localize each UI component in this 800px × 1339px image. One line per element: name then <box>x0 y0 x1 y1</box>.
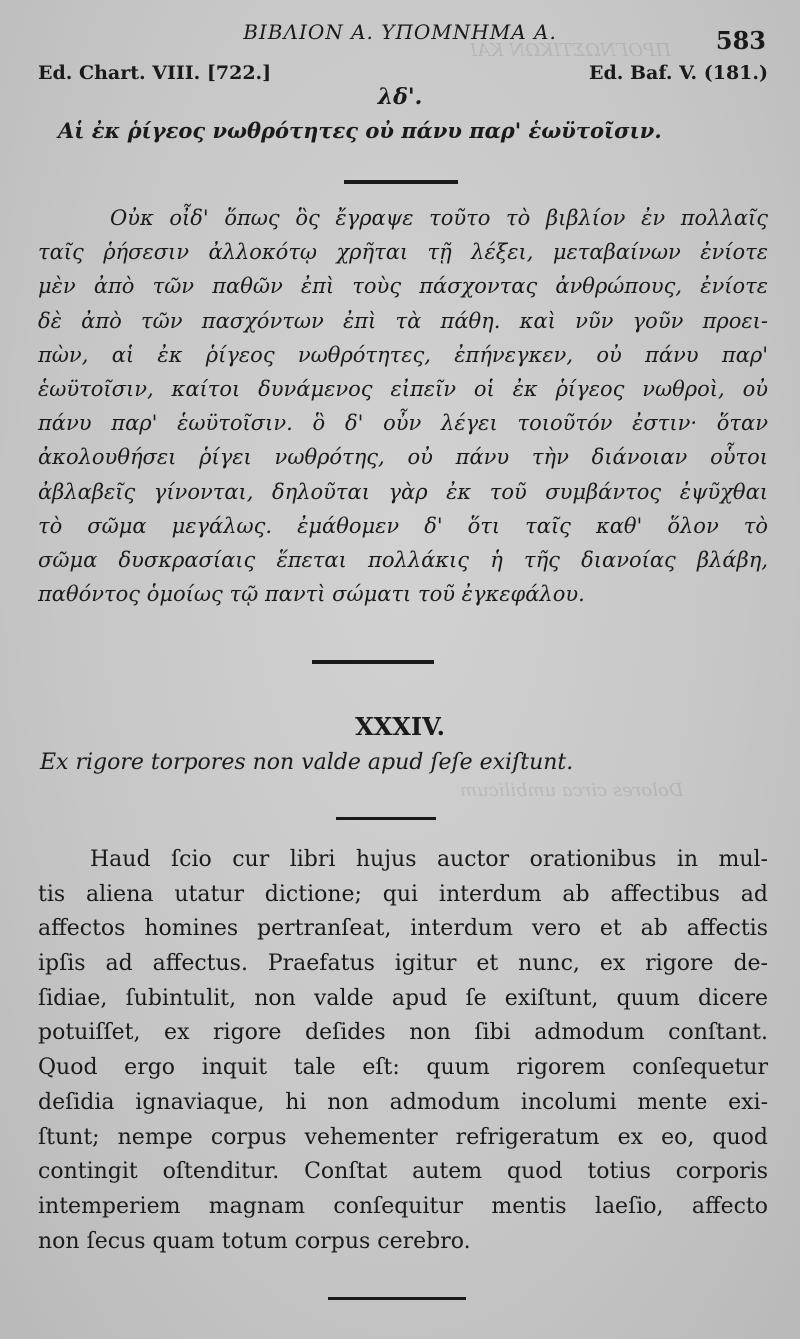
divider-rule <box>336 817 436 820</box>
greek-commentary <box>38 206 768 616</box>
edition-reference-left: Ed. Chart. VIII. [722.] <box>38 62 272 84</box>
text-line: πάνυ παρ' ἑωϋτοῖσιν. ὃ δ' οὖν λέγει τοιοῦτόν ἐστιν· ὅταν <box>38 411 768 436</box>
text-line: πὼν, αἱ ἐκ ῥίγεος νωθρότητες, ἐπήνεγκεν, οὐ πάνυ παρ' <box>38 342 768 367</box>
text-line: tis aliena utatur dictione; qui interdum ab affectibus ad <box>38 881 768 907</box>
edition-reference-right: Ed. Baf. V. (181.) <box>589 62 768 84</box>
latin-commentary <box>38 847 768 1263</box>
latin-section-number: XXXIV. <box>355 712 445 741</box>
text-line: deſidia ignaviaque, hi non admodum incolumi mente exi- <box>38 1089 768 1115</box>
text-line: contingit oſtenditur. Conſtat autem quod totius corporis <box>38 1159 768 1185</box>
bleed-through-text: ΠΡΟΓΝΩΣΤΙΚΩΝ ΚΑΙ <box>470 40 671 61</box>
text-line: Οὐκ οἶδ' ὅπως ὃς ἔγραψε τοῦτο τὸ βιβλίον ἐν πολλαῖς <box>110 206 768 230</box>
text-line: intemperiem magnam conſequitur mentis laeſio, affecto <box>38 1193 768 1219</box>
text-line: ταῖς ῥήσεσιν ἀλλοκότῳ χρῆται τῇ λέξει, μεταβαίνων ἐνίοτε <box>38 240 768 265</box>
text-line: ἑωϋτοῖσιν, καίτοι δυνάμενος εἰπεῖν οἱ ἐκ ῥίγεος νωθροὶ, οὐ <box>38 376 768 401</box>
text-line: non ſecus quam totum corpus cerebro. <box>38 1228 471 1254</box>
running-head: ΒΙΒΛΙΟΝ Α. ΥΠΟΜΝΗΜΑ Α. <box>243 20 557 44</box>
text-line: σῶμα δυσκρασίαις ἕπεται πολλάκις ἡ τῆς διανοίας βλάβη, <box>38 547 768 572</box>
text-line: τὸ σῶμα μεγάλως. ἐμάθομεν δ' ὅτι ταῖς καθ' ὅλον τὸ <box>38 513 768 538</box>
divider-rule <box>344 180 458 184</box>
divider-rule <box>328 1297 466 1300</box>
text-line: ἀβλαβεῖς γίνονται, δηλοῦται γὰρ ἐκ τοῦ συμβάντος ἐψῦχθαι <box>38 479 768 504</box>
greek-section-number: λδ'. <box>377 84 423 110</box>
page-number: 583 <box>715 26 766 55</box>
bleed-through-text: Dolores circa umbilicum <box>460 780 684 801</box>
latin-section-title: Ex rigore torpores non valde apud ſeſe exiſtunt. <box>40 750 574 775</box>
text-line: δὲ ἀπὸ τῶν πασχόντων ἐπὶ τὰ πάθη. καὶ νῦν γοῦν προει- <box>38 308 768 333</box>
greek-section-title: Αἱ ἐκ ῥίγεος νωθρότητες οὐ πάνυ παρ' ἑωϋτοῖσιν. <box>58 118 662 143</box>
text-line: Haud ſcio cur libri hujus auctor orationibus in mul- <box>90 847 768 872</box>
divider-rule <box>312 660 434 664</box>
text-line: affectos homines pertranſeat, interdum vero et ab affectis <box>38 916 768 942</box>
text-line: ſidiae, ſubintulit, non valde apud ſe exiſtunt, quum dicere <box>38 985 768 1011</box>
text-line: potuiſſet, ex rigore deſides non ſibi admodum conſtant. <box>38 1020 768 1046</box>
text-line: μὲν ἀπὸ τῶν παθῶν ἐπὶ τοὺς πάσχοντας ἀνθρώπους, ἐνίοτε <box>38 274 768 299</box>
text-line: ἀκολουθήσει ῥίγει νωθρότης, οὐ πάνυ τὴν διάνοιαν οὗτοι <box>38 445 768 470</box>
text-line: Quod ergo inquit tale eſt: quum rigorem conſequetur <box>38 1055 768 1081</box>
text-line: ſtunt; nempe corpus vehementer refrigeratum ex eo, quod <box>38 1124 768 1150</box>
text-line: παθόντος ὁμοίως τῷ παντὶ σώματι τοῦ ἐγκεφάλου. <box>38 582 585 607</box>
text-line: ipſis ad affectus. Praefatus igitur et nunc, ex rigore de- <box>38 951 768 977</box>
